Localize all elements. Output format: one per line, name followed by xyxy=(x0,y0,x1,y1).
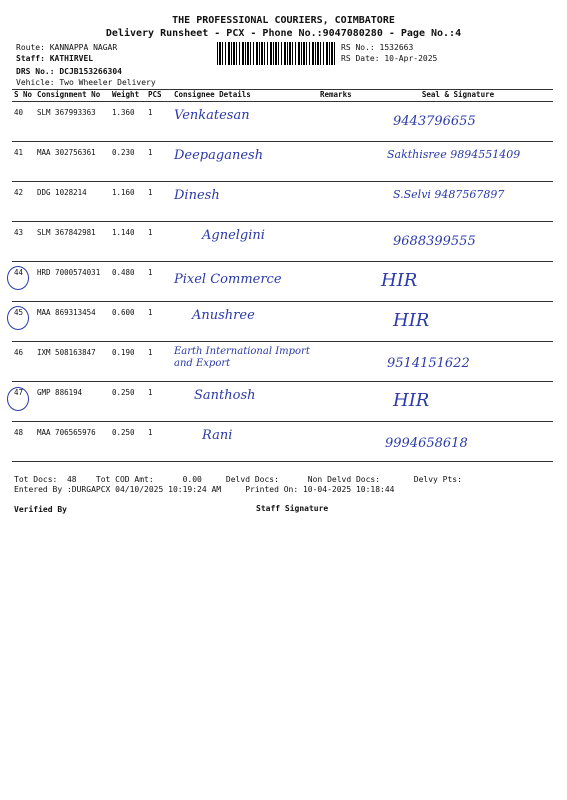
row-consignee: Venkatesan xyxy=(172,102,318,142)
col-signature: Seal & Signature xyxy=(363,90,553,102)
row-consignment: HRD 7000574031 xyxy=(35,262,110,302)
circle-mark xyxy=(7,266,29,290)
row-consignment: MAA 706565976 xyxy=(35,422,110,462)
drs-line xyxy=(16,66,122,77)
table-header-row xyxy=(12,90,553,102)
table-row xyxy=(12,222,553,262)
row-weight: 0.600 xyxy=(110,302,146,342)
row-sno: 42 xyxy=(12,182,35,222)
row-sno: 47 xyxy=(12,382,35,422)
rs-no-value: 1532663 xyxy=(379,43,414,52)
row-weight: 0.250 xyxy=(110,422,146,462)
row-signature: 9443796655 xyxy=(363,102,553,142)
row-sno: 45 xyxy=(12,302,35,342)
row-weight: 0.190 xyxy=(110,342,146,382)
row-remarks xyxy=(318,342,363,382)
row-consignee: Rani xyxy=(172,422,318,462)
row-weight: 1.140 xyxy=(110,222,146,262)
row-sno: 43 xyxy=(12,222,35,262)
row-pcs: 1 xyxy=(146,302,172,342)
row-pcs: 1 xyxy=(146,342,172,382)
row-consignee: Deepaganesh xyxy=(172,142,318,182)
rs-date-label: RS Date: xyxy=(341,54,380,63)
row-consignment: MAA 869313454 xyxy=(35,302,110,342)
vehicle-line xyxy=(16,77,156,88)
col-pcs: PCS xyxy=(146,90,172,102)
row-consignee: Earth International Import and Export xyxy=(172,342,318,382)
route-line xyxy=(16,42,117,53)
row-weight: 0.480 xyxy=(110,262,146,302)
row-signature: Sakthisree 9894551409 xyxy=(363,142,553,182)
row-remarks xyxy=(318,182,363,222)
rs-no-label: RS No.: xyxy=(341,43,375,52)
row-remarks xyxy=(318,102,363,142)
row-consignment: SLM 367993363 xyxy=(35,102,110,142)
row-pcs: 1 xyxy=(146,142,172,182)
col-consignment: Consignment No xyxy=(35,90,110,102)
row-sno: 44 xyxy=(12,262,35,302)
row-consignment: DDG 1028214 xyxy=(35,182,110,222)
row-weight: 1.160 xyxy=(110,182,146,222)
row-consignment: GMP 886194 xyxy=(35,382,110,422)
table-row xyxy=(12,342,553,382)
row-pcs: 1 xyxy=(146,222,172,262)
row-signature: 9514151622 xyxy=(363,342,553,382)
table-row xyxy=(12,302,553,342)
row-consignee: Agnelgini xyxy=(172,222,318,262)
row-consignee: Pixel Commerce xyxy=(172,262,318,302)
row-signature: HIR xyxy=(363,302,553,342)
row-consignment: MAA 302756361 xyxy=(35,142,110,182)
row-pcs: 1 xyxy=(146,422,172,462)
row-consignment: IXM 508163847 xyxy=(35,342,110,382)
row-pcs: 1 xyxy=(146,382,172,422)
delivery-table xyxy=(12,89,553,462)
staff-signature-label: Staff Signature xyxy=(256,504,329,513)
row-remarks xyxy=(318,262,363,302)
table-row xyxy=(12,142,553,182)
totals-line: Tot Docs: 48 Tot COD Amt: 0.00 Delvd Docs: Non Delvd Docs: Delvy Pts: xyxy=(14,475,462,484)
table-row xyxy=(12,382,553,422)
row-consignee: Anushree xyxy=(172,302,318,342)
row-pcs: 1 xyxy=(146,262,172,302)
rs-date-line xyxy=(341,53,437,64)
col-sno: S No xyxy=(12,90,35,102)
row-pcs: 1 xyxy=(146,182,172,222)
entered-by-line: Entered By :DURGAPCX 04/10/2025 10:19:24 AM Printed On: 10-04-2025 10:18:44 xyxy=(14,485,395,494)
table-row xyxy=(12,422,553,462)
drs-label: DRS No.: xyxy=(16,67,55,76)
row-pcs: 1 xyxy=(146,102,172,142)
rs-date-value: 10-Apr-2025 xyxy=(384,54,438,63)
row-signature: HIR xyxy=(363,262,553,302)
row-consignment: SLM 367842981 xyxy=(35,222,110,262)
row-signature: 9688399555 xyxy=(363,222,553,262)
row-signature: 9994658618 xyxy=(363,422,553,462)
staff-label: Staff: xyxy=(16,54,45,63)
row-weight: 1.360 xyxy=(110,102,146,142)
row-signature: HIR xyxy=(363,382,553,422)
rs-no-line xyxy=(341,42,413,53)
row-remarks xyxy=(318,142,363,182)
row-sno: 46 xyxy=(12,342,35,382)
row-remarks xyxy=(318,382,363,422)
table-row xyxy=(12,102,553,142)
verified-by-label: Verified By xyxy=(14,505,67,514)
staff-line xyxy=(16,53,93,64)
row-consignee: Santhosh xyxy=(172,382,318,422)
staff-value: KATHIRVEL xyxy=(49,54,94,63)
circle-mark xyxy=(7,387,29,411)
row-remarks xyxy=(318,222,363,262)
vehicle-value: Two Wheeler Delivery xyxy=(59,78,156,87)
row-signature: S.Selvi 9487567897 xyxy=(363,182,553,222)
table-row xyxy=(12,182,553,222)
row-sno: 41 xyxy=(12,142,35,182)
row-sno: 40 xyxy=(12,102,35,142)
row-weight: 0.250 xyxy=(110,382,146,422)
table-row xyxy=(12,262,553,302)
col-remarks: Remarks xyxy=(318,90,363,102)
row-remarks xyxy=(318,302,363,342)
vehicle-label: Vehicle: xyxy=(16,78,55,87)
drs-value: DCJB153266304 xyxy=(59,67,122,76)
row-consignee: Dinesh xyxy=(172,182,318,222)
barcode xyxy=(217,42,335,65)
row-remarks xyxy=(318,422,363,462)
circle-mark xyxy=(7,306,29,330)
route-label: Route: xyxy=(16,43,45,52)
row-sno: 48 xyxy=(12,422,35,462)
col-weight: Weight xyxy=(110,90,146,102)
runsheet-subtitle: Delivery Runsheet - PCX - Phone No.:9047080280 - Page No.:4 xyxy=(105,28,462,39)
row-weight: 0.230 xyxy=(110,142,146,182)
company-title: THE PROFESSIONAL COURIERS, COIMBATORE xyxy=(172,15,395,26)
route-value: KANNAPPA NAGAR xyxy=(49,43,118,52)
col-consignee: Consignee Details xyxy=(172,90,318,102)
